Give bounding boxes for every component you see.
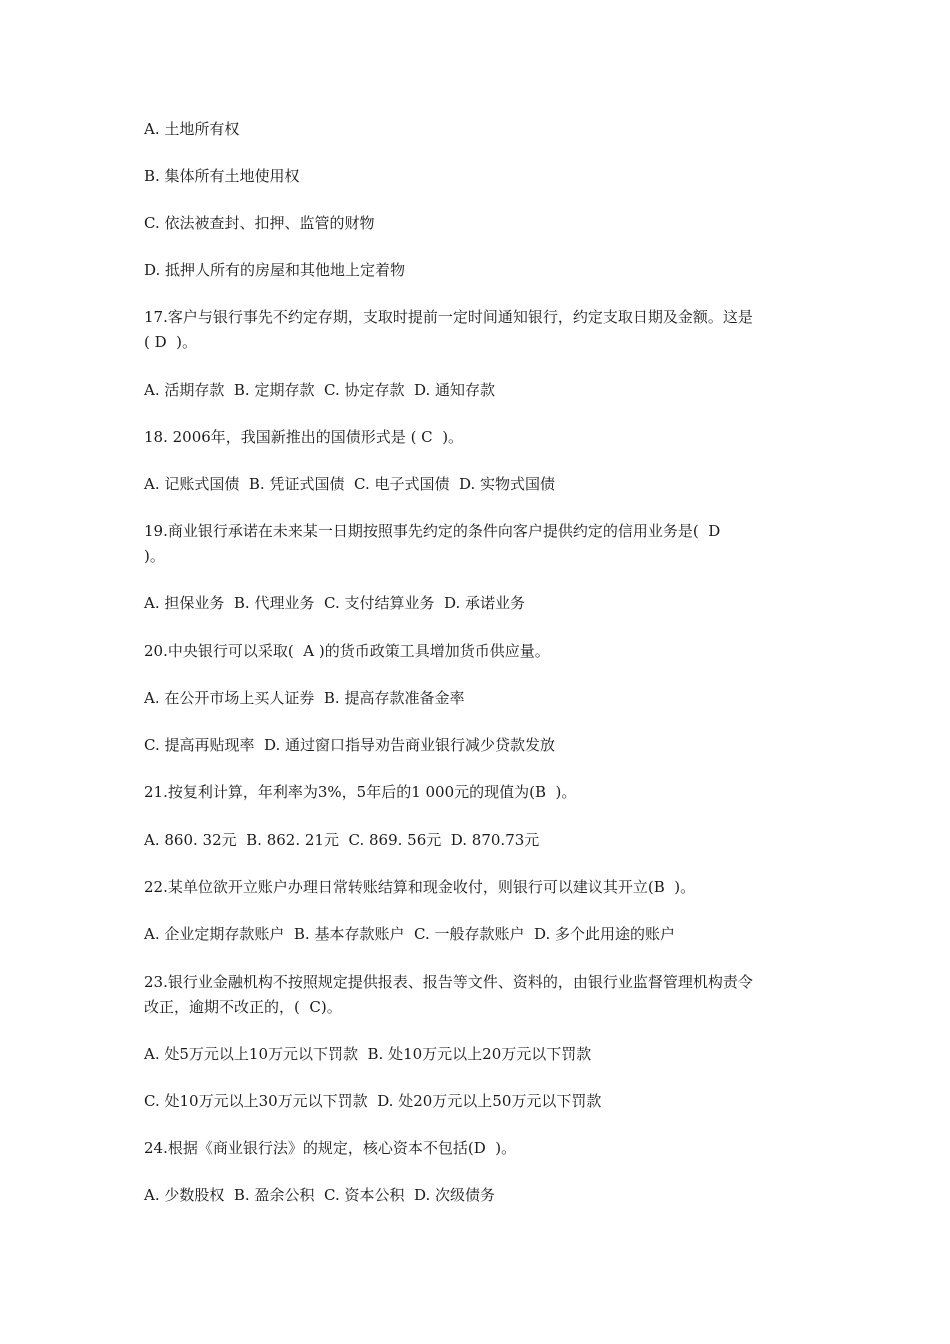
option-line: A. 处5万元以上10万元以下罚款 B. 处10万元以上20万元以下罚款 bbox=[144, 1045, 592, 1063]
option-line: D. 抵押人所有的房屋和其他地上定着物 bbox=[144, 261, 406, 279]
question-line: ( D )。 bbox=[144, 333, 198, 351]
option-line: A. 在公开市场上买人证券 B. 提高存款准备金率 bbox=[144, 689, 465, 707]
option-line: C. 依法被查封、扣押、监管的财物 bbox=[144, 214, 375, 232]
option-line: A. 担保业务 B. 代理业务 C. 支付结算业务 D. 承诺业务 bbox=[144, 594, 526, 612]
question-line: 改正，逾期不改正的，( C)。 bbox=[144, 998, 342, 1016]
question-line: )。 bbox=[144, 547, 165, 565]
option-line: A. 860. 32元 B. 862. 21元 C. 869. 56元 D. 870.73元 bbox=[144, 831, 540, 849]
option-line: A. 土地所有权 bbox=[144, 120, 240, 138]
question-line: 17.客户与银行事先不约定存期，支取时提前一定时间通知银行，约定支取日期及金额。这是 bbox=[144, 308, 753, 326]
question-line: 23.银行业金融机构不按照规定提供报表、报告等文件、资料的，由银行业监督管理机构责令 bbox=[144, 973, 753, 991]
option-line: C. 处10万元以上30万元以下罚款 D. 处20万元以上50万元以下罚款 bbox=[144, 1092, 602, 1110]
question-line: 19.商业银行承诺在未来某一日期按照事先约定的条件向客户提供约定的信用业务是( D bbox=[144, 522, 721, 540]
question-line: 18. 2006年，我国新推出的国债形式是 ( C )。 bbox=[144, 428, 464, 446]
question-line: 20.中央银行可以采取( A )的货币政策工具增加货币供应量。 bbox=[144, 642, 550, 660]
option-line: B. 集体所有土地使用权 bbox=[144, 167, 300, 185]
option-line: A. 企业定期存款账户 B. 基本存款账户 C. 一般存款账户 D. 多个此用途的账户 bbox=[144, 925, 676, 943]
option-line: A. 记账式国债 B. 凭证式国债 C. 电子式国债 D. 实物式国债 bbox=[144, 475, 556, 493]
question-line: 22.某单位欲开立账户办理日常转账结算和现金收付，则银行可以建议其开立(B )。 bbox=[144, 878, 696, 896]
question-line: 21.按复利计算，年利率为3%，5年后的1 000元的现值为(B )。 bbox=[144, 783, 577, 801]
option-line: C. 提高再贴现率 D. 通过窗口指导劝告商业银行减少贷款发放 bbox=[144, 736, 556, 754]
option-line: A. 活期存款 B. 定期存款 C. 协定存款 D. 通知存款 bbox=[144, 381, 496, 399]
question-line: 24.根据《商业银行法》的规定，核心资本不包括(D )。 bbox=[144, 1139, 517, 1157]
option-line: A. 少数股权 B. 盈余公积 C. 资本公积 D. 次级债务 bbox=[144, 1186, 496, 1204]
